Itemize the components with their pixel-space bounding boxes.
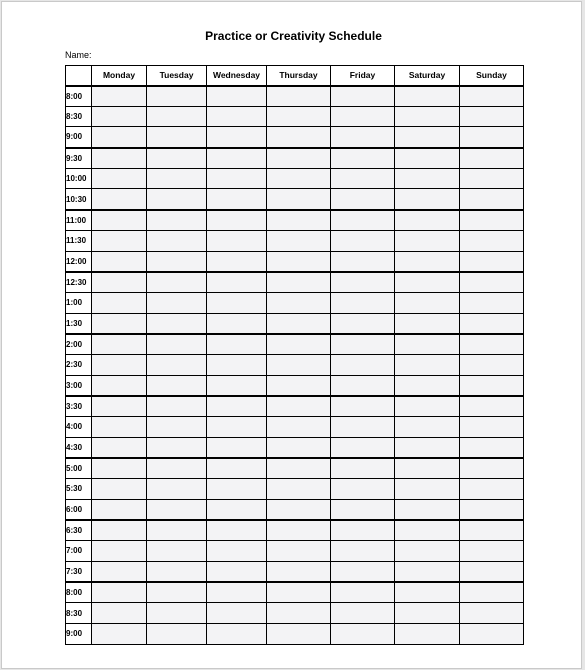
schedule-cell[interactable]	[207, 354, 267, 375]
document-page	[1, 1, 582, 669]
schedule-cell[interactable]	[267, 396, 331, 417]
schedule-cell[interactable]	[267, 520, 331, 541]
time-label: 9:00	[66, 127, 92, 148]
schedule-cell[interactable]	[267, 603, 331, 624]
schedule-cell[interactable]	[92, 86, 147, 107]
schedule-cell[interactable]	[331, 251, 395, 272]
schedule-cell[interactable]	[267, 313, 331, 334]
page-title: Practice or Creativity Schedule	[205, 29, 382, 43]
schedule-cell[interactable]	[331, 272, 395, 293]
schedule-cell[interactable]	[207, 603, 267, 624]
schedule-cell[interactable]	[92, 354, 147, 375]
schedule-cell[interactable]	[207, 189, 267, 210]
schedule-cell[interactable]	[460, 479, 524, 500]
schedule-cell[interactable]	[207, 86, 267, 107]
table-row	[66, 106, 524, 127]
table-row	[66, 582, 524, 603]
schedule-cell[interactable]	[147, 458, 207, 479]
schedule-cell[interactable]	[147, 168, 207, 189]
schedule-cell[interactable]	[147, 437, 207, 458]
day-header: Wednesday	[207, 66, 267, 86]
time-label: 6:00	[66, 499, 92, 520]
schedule-cell[interactable]	[331, 168, 395, 189]
time-label: 1:30	[66, 313, 92, 334]
schedule-cell[interactable]	[207, 375, 267, 396]
schedule-cell[interactable]	[92, 499, 147, 520]
schedule-cell[interactable]	[331, 499, 395, 520]
table-row	[66, 396, 524, 417]
schedule-cell[interactable]	[207, 334, 267, 355]
schedule-cell[interactable]	[460, 251, 524, 272]
time-label: 3:00	[66, 375, 92, 396]
schedule-cell[interactable]	[331, 582, 395, 603]
schedule-cell[interactable]	[331, 230, 395, 251]
time-label: 7:30	[66, 561, 92, 582]
schedule-cell[interactable]	[267, 437, 331, 458]
schedule-cell[interactable]	[267, 230, 331, 251]
schedule-cell[interactable]	[331, 354, 395, 375]
table-row	[66, 458, 524, 479]
schedule-cell[interactable]	[147, 251, 207, 272]
schedule-cell[interactable]	[460, 354, 524, 375]
table-row	[66, 313, 524, 334]
schedule-cell[interactable]	[207, 168, 267, 189]
schedule-cell[interactable]	[460, 499, 524, 520]
table-row	[66, 520, 524, 541]
schedule-cell[interactable]	[267, 292, 331, 313]
schedule-cell[interactable]	[460, 603, 524, 624]
schedule-cell[interactable]	[460, 106, 524, 127]
day-header: Friday	[331, 66, 395, 86]
schedule-cell[interactable]	[460, 292, 524, 313]
schedule-cell[interactable]	[267, 334, 331, 355]
schedule-cell[interactable]	[92, 210, 147, 231]
time-label: 8:30	[66, 603, 92, 624]
table-row	[66, 437, 524, 458]
schedule-cell[interactable]	[460, 582, 524, 603]
schedule-cell[interactable]	[147, 354, 207, 375]
schedule-cell[interactable]	[460, 417, 524, 438]
time-label: 12:30	[66, 272, 92, 293]
day-header: Thursday	[267, 66, 331, 86]
schedule-cell[interactable]	[92, 375, 147, 396]
schedule-cell[interactable]	[331, 375, 395, 396]
schedule-cell[interactable]	[92, 541, 147, 562]
schedule-cell[interactable]	[331, 541, 395, 562]
name-label: Name:	[65, 50, 92, 60]
schedule-cell[interactable]	[147, 86, 207, 107]
schedule-cell[interactable]	[207, 396, 267, 417]
schedule-cell[interactable]	[147, 148, 207, 169]
schedule-cell[interactable]	[395, 251, 460, 272]
schedule-cell[interactable]	[92, 313, 147, 334]
schedule-cell[interactable]	[331, 417, 395, 438]
schedule-cell[interactable]	[331, 520, 395, 541]
schedule-cell[interactable]	[147, 313, 207, 334]
schedule-cell[interactable]	[92, 417, 147, 438]
schedule-cell[interactable]	[207, 479, 267, 500]
schedule-cell[interactable]	[147, 479, 207, 500]
schedule-cell[interactable]	[460, 86, 524, 107]
schedule-cell[interactable]	[395, 148, 460, 169]
schedule-cell[interactable]	[460, 127, 524, 148]
schedule-cell[interactable]	[267, 210, 331, 231]
schedule-cell[interactable]	[147, 417, 207, 438]
schedule-cell[interactable]	[331, 603, 395, 624]
table-row	[66, 230, 524, 251]
schedule-cell[interactable]	[460, 561, 524, 582]
time-label: 8:00	[66, 86, 92, 107]
schedule-cell[interactable]	[92, 251, 147, 272]
schedule-cell[interactable]	[395, 86, 460, 107]
schedule-cell[interactable]	[331, 148, 395, 169]
schedule-cell[interactable]	[267, 272, 331, 293]
table-row	[66, 541, 524, 562]
table-row	[66, 479, 524, 500]
schedule-cell[interactable]	[92, 479, 147, 500]
header-row	[66, 66, 524, 86]
schedule-cell[interactable]	[207, 313, 267, 334]
time-label: 6:30	[66, 520, 92, 541]
schedule-cell[interactable]	[331, 561, 395, 582]
schedule-cell[interactable]	[331, 210, 395, 231]
table-row	[66, 272, 524, 293]
schedule-cell[interactable]	[267, 354, 331, 375]
time-label: 2:30	[66, 354, 92, 375]
schedule-cell[interactable]	[92, 520, 147, 541]
schedule-cell[interactable]	[331, 86, 395, 107]
schedule-cell[interactable]	[92, 561, 147, 582]
table-row	[66, 623, 524, 644]
table-row	[66, 499, 524, 520]
schedule-cell[interactable]	[460, 210, 524, 231]
schedule-cell[interactable]	[92, 582, 147, 603]
schedule-cell[interactable]	[267, 168, 331, 189]
schedule-cell[interactable]	[395, 499, 460, 520]
time-label: 4:00	[66, 417, 92, 438]
table-row	[66, 168, 524, 189]
schedule-cell[interactable]	[92, 334, 147, 355]
schedule-cell[interactable]	[267, 417, 331, 438]
schedule-cell[interactable]	[395, 292, 460, 313]
table-row	[66, 354, 524, 375]
schedule-cell[interactable]	[147, 210, 207, 231]
schedule-cell[interactable]	[147, 561, 207, 582]
schedule-cell[interactable]	[331, 623, 395, 644]
schedule-cell[interactable]	[460, 458, 524, 479]
table-row	[66, 417, 524, 438]
schedule-cell[interactable]	[147, 106, 207, 127]
table-row	[66, 292, 524, 313]
schedule-cell[interactable]	[92, 189, 147, 210]
day-header: Sunday	[460, 66, 524, 86]
time-label: 10:30	[66, 189, 92, 210]
schedule-cell[interactable]	[395, 541, 460, 562]
schedule-cell[interactable]	[460, 396, 524, 417]
schedule-cell[interactable]	[147, 230, 207, 251]
schedule-cell[interactable]	[92, 603, 147, 624]
schedule-cell[interactable]	[331, 313, 395, 334]
schedule-cell[interactable]	[147, 582, 207, 603]
time-label: 1:00	[66, 292, 92, 313]
time-label: 10:00	[66, 168, 92, 189]
time-label: 8:30	[66, 106, 92, 127]
table-row	[66, 189, 524, 210]
schedule-cell[interactable]	[460, 272, 524, 293]
schedule-cell[interactable]	[331, 189, 395, 210]
schedule-cell[interactable]	[395, 375, 460, 396]
time-label: 2:00	[66, 334, 92, 355]
schedule-cell[interactable]	[147, 272, 207, 293]
table-row	[66, 210, 524, 231]
schedule-cell[interactable]	[460, 437, 524, 458]
schedule-cell[interactable]	[331, 479, 395, 500]
schedule-cell[interactable]	[395, 396, 460, 417]
schedule-cell[interactable]	[147, 499, 207, 520]
schedule-cell[interactable]	[395, 582, 460, 603]
schedule-cell[interactable]	[267, 458, 331, 479]
schedule-cell[interactable]	[207, 148, 267, 169]
schedule-cell[interactable]	[460, 375, 524, 396]
schedule-cell[interactable]	[92, 230, 147, 251]
schedule-cell[interactable]	[267, 86, 331, 107]
schedule-cell[interactable]	[207, 437, 267, 458]
table-row	[66, 603, 524, 624]
schedule-cell[interactable]	[267, 541, 331, 562]
schedule-cell[interactable]	[395, 354, 460, 375]
schedule-cell[interactable]	[147, 541, 207, 562]
schedule-cell[interactable]	[147, 375, 207, 396]
schedule-cell[interactable]	[395, 479, 460, 500]
table-row	[66, 86, 524, 107]
schedule-cell[interactable]	[92, 148, 147, 169]
schedule-cell[interactable]	[331, 437, 395, 458]
schedule-cell[interactable]	[92, 437, 147, 458]
schedule-cell[interactable]	[207, 623, 267, 644]
day-header: Tuesday	[147, 66, 207, 86]
schedule-cell[interactable]	[331, 292, 395, 313]
schedule-cell[interactable]	[331, 127, 395, 148]
schedule-cell[interactable]	[331, 106, 395, 127]
schedule-cell[interactable]	[207, 582, 267, 603]
schedule-cell[interactable]	[147, 520, 207, 541]
time-label: 12:00	[66, 251, 92, 272]
schedule-cell[interactable]	[267, 189, 331, 210]
schedule-cell[interactable]	[207, 561, 267, 582]
table-row	[66, 251, 524, 272]
schedule-cell[interactable]	[395, 168, 460, 189]
schedule-cell[interactable]	[460, 313, 524, 334]
table-row	[66, 334, 524, 355]
schedule-cell[interactable]	[207, 417, 267, 438]
schedule-cell[interactable]	[331, 458, 395, 479]
schedule-cell[interactable]	[92, 106, 147, 127]
schedule-cell[interactable]	[460, 334, 524, 355]
schedule-cell[interactable]	[267, 623, 331, 644]
day-header: Saturday	[395, 66, 460, 86]
schedule-cell[interactable]	[460, 189, 524, 210]
schedule-cell[interactable]	[147, 603, 207, 624]
schedule-cell[interactable]	[92, 292, 147, 313]
schedule-cell[interactable]	[207, 520, 267, 541]
day-header: Monday	[92, 66, 147, 86]
schedule-cell[interactable]	[92, 168, 147, 189]
schedule-cell[interactable]	[147, 334, 207, 355]
schedule-cell[interactable]	[267, 499, 331, 520]
schedule-cell[interactable]	[207, 127, 267, 148]
schedule-cell[interactable]	[147, 623, 207, 644]
time-label: 5:30	[66, 479, 92, 500]
schedule-cell[interactable]	[395, 272, 460, 293]
schedule-cell[interactable]	[267, 251, 331, 272]
schedule-cell[interactable]	[267, 375, 331, 396]
schedule-cell[interactable]	[147, 127, 207, 148]
schedule-cell[interactable]	[395, 230, 460, 251]
schedule-cell[interactable]	[147, 189, 207, 210]
schedule-cell[interactable]	[460, 168, 524, 189]
schedule-cell[interactable]	[207, 541, 267, 562]
schedule-cell[interactable]	[92, 623, 147, 644]
schedule-cell[interactable]	[460, 623, 524, 644]
schedule-cell[interactable]	[460, 148, 524, 169]
schedule-cell[interactable]	[207, 458, 267, 479]
schedule-cell[interactable]	[395, 127, 460, 148]
schedule-cell[interactable]	[267, 148, 331, 169]
schedule-cell[interactable]	[460, 520, 524, 541]
schedule-cell[interactable]	[395, 520, 460, 541]
schedule-cell[interactable]	[395, 189, 460, 210]
schedule-table	[65, 65, 524, 645]
schedule-cell[interactable]	[147, 396, 207, 417]
schedule-cell[interactable]	[207, 272, 267, 293]
schedule-cell[interactable]	[267, 582, 331, 603]
schedule-cell[interactable]	[460, 541, 524, 562]
schedule-cell[interactable]	[395, 210, 460, 231]
time-label: 4:30	[66, 437, 92, 458]
time-label: 7:00	[66, 541, 92, 562]
schedule-cell[interactable]	[207, 499, 267, 520]
time-label: 9:30	[66, 148, 92, 169]
time-label: 5:00	[66, 458, 92, 479]
schedule-cell[interactable]	[92, 396, 147, 417]
schedule-cell[interactable]	[207, 210, 267, 231]
schedule-cell[interactable]	[395, 313, 460, 334]
schedule-cell[interactable]	[395, 623, 460, 644]
schedule-cell[interactable]	[331, 334, 395, 355]
schedule-cell[interactable]	[395, 106, 460, 127]
time-label: 11:30	[66, 230, 92, 251]
schedule-cell[interactable]	[207, 106, 267, 127]
schedule-cell[interactable]	[395, 603, 460, 624]
schedule-cell[interactable]	[395, 334, 460, 355]
schedule-cell[interactable]	[267, 127, 331, 148]
time-label: 3:30	[66, 396, 92, 417]
schedule-cell[interactable]	[92, 272, 147, 293]
schedule-body	[66, 86, 524, 645]
schedule-cell[interactable]	[395, 561, 460, 582]
schedule-cell[interactable]	[460, 230, 524, 251]
schedule-cell[interactable]	[207, 292, 267, 313]
schedule-cell[interactable]	[267, 479, 331, 500]
time-label: 8:00	[66, 582, 92, 603]
schedule-cell[interactable]	[395, 417, 460, 438]
schedule-cell[interactable]	[207, 251, 267, 272]
schedule-cell[interactable]	[147, 292, 207, 313]
table-row	[66, 148, 524, 169]
time-label: 9:00	[66, 623, 92, 644]
table-row	[66, 561, 524, 582]
table-row	[66, 127, 524, 148]
schedule-cell[interactable]	[92, 458, 147, 479]
corner-cell	[66, 66, 92, 86]
schedule-cell[interactable]	[267, 106, 331, 127]
table-row	[66, 375, 524, 396]
schedule-cell[interactable]	[395, 458, 460, 479]
schedule-cell[interactable]	[395, 437, 460, 458]
schedule-cell[interactable]	[267, 561, 331, 582]
schedule-cell[interactable]	[207, 230, 267, 251]
schedule-cell[interactable]	[331, 396, 395, 417]
time-label: 11:00	[66, 210, 92, 231]
schedule-cell[interactable]	[92, 127, 147, 148]
